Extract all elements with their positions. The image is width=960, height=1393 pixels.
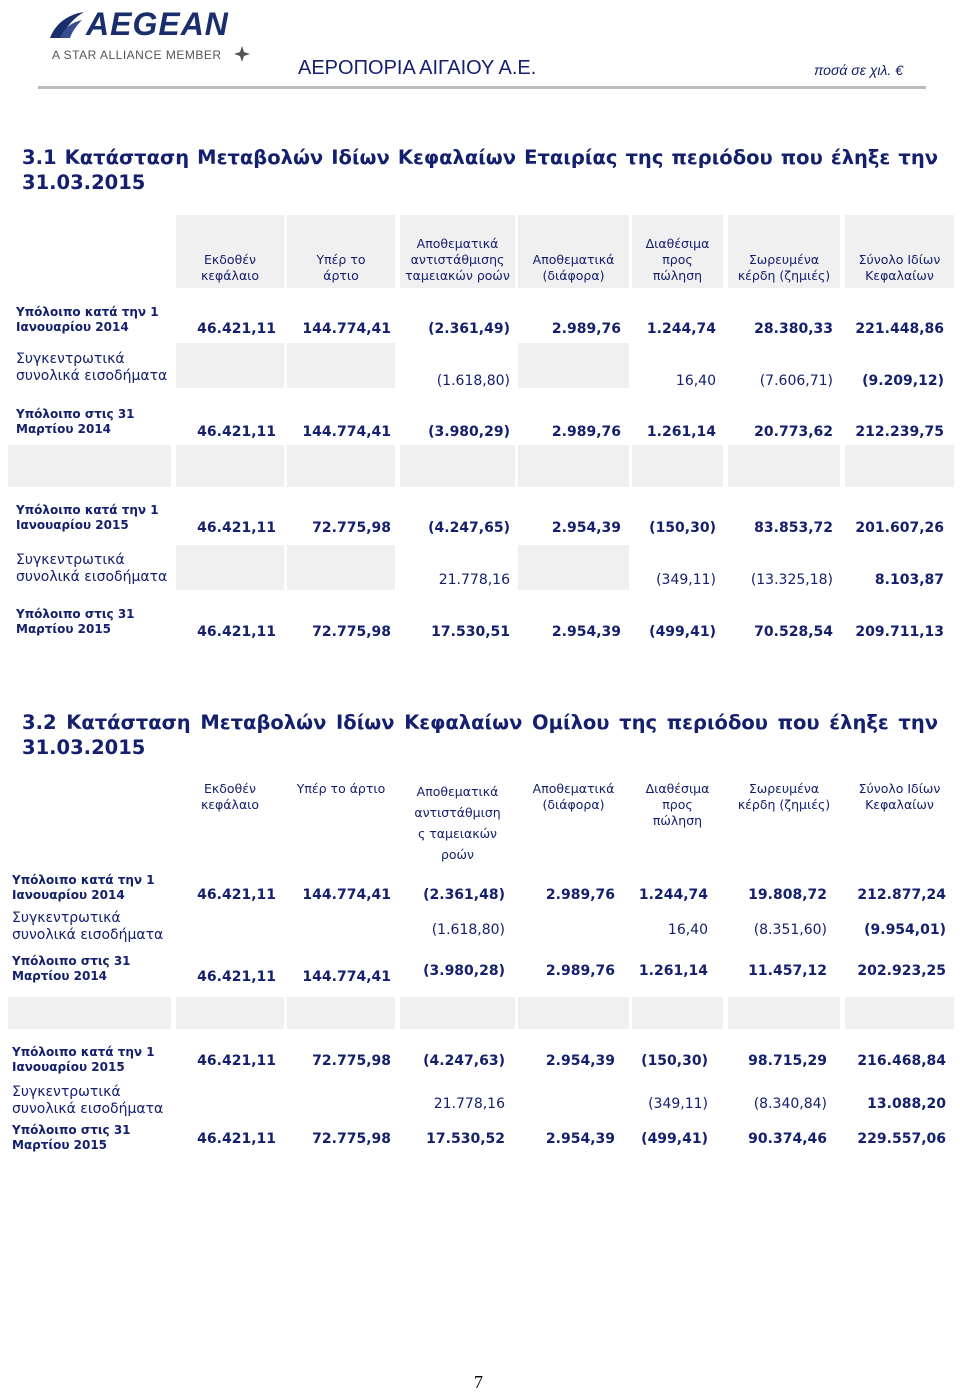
table-cell-value: 72.775,98 xyxy=(312,1053,391,1069)
row-label-line: Συγκεντρωτικά xyxy=(16,552,125,568)
table-cell-value: 70.528,54 xyxy=(754,624,833,640)
row-label-line: Συγκεντρωτικά xyxy=(12,910,121,926)
table-cell-value: 2.989,76 xyxy=(551,424,621,440)
table-cell-value: 21.778,16 xyxy=(438,572,510,588)
separator-band-cell xyxy=(287,997,395,1029)
table-cell-value: (4.247,63) xyxy=(423,1053,505,1069)
table-cell-value: 16,40 xyxy=(667,922,708,938)
table-cell-value: 46.421,11 xyxy=(197,321,276,337)
table-cell-value: 2.954,39 xyxy=(551,520,621,536)
row-label-line: Υπόλοιπο κατά την 1 xyxy=(12,873,155,887)
row-label-line: Υπόλοιπο στις 31 xyxy=(16,607,135,621)
table-cell-value: 1.244,74 xyxy=(638,887,708,903)
table-cell-value: 13.088,20 xyxy=(867,1096,946,1112)
table-cell-value: 201.607,26 xyxy=(855,520,944,536)
table-cell-value: (1.618,80) xyxy=(436,373,510,389)
table-cell-value: 72.775,98 xyxy=(312,1131,391,1147)
table-cell-value: 2.989,76 xyxy=(545,963,615,979)
column-header-line: Υπέρ το xyxy=(316,252,366,267)
row-label-line: Ιανουαρίου 2015 xyxy=(16,518,129,532)
table-cell-value: 209.711,13 xyxy=(855,624,944,640)
logo-tagline: A STAR ALLIANCE MEMBER xyxy=(52,48,222,62)
table-cell-value: (349,11) xyxy=(656,572,716,588)
column-header-line: Υπέρ το άρτιο xyxy=(296,781,386,796)
table-cell-value: 98.715,29 xyxy=(748,1053,827,1069)
table-cell-value: 46.421,11 xyxy=(197,1053,276,1069)
section-1-title-line2: 31.03.2015 xyxy=(22,171,146,194)
table-cell-value: 19.808,72 xyxy=(748,887,827,903)
table-cell-value: 72.775,98 xyxy=(312,520,391,536)
column-header-label xyxy=(287,781,395,797)
column-header-line: Αποθεματικά xyxy=(416,236,499,251)
table-cell-value: 221.448,86 xyxy=(855,321,944,337)
row-label-line: συνολικά εισοδήματα xyxy=(12,1101,164,1117)
row-label-line: Συγκεντρωτικά xyxy=(12,1084,121,1100)
column-header-line: ροών xyxy=(440,847,475,862)
column-header-line: Διαθέσιμα xyxy=(645,781,710,796)
column-header-line: αντιστάθμισης xyxy=(410,252,505,267)
column-header-line: (διάφορα) xyxy=(542,268,605,283)
column-header-line: Εκδοθέν xyxy=(204,252,256,267)
table-cell-value: (150,30) xyxy=(649,520,716,536)
table-cell-value: 2.954,39 xyxy=(545,1131,615,1147)
table-cell-value: 1.261,14 xyxy=(638,963,708,979)
row-label-line: Ιανουαρίου 2014 xyxy=(12,888,125,902)
table-cell-value: (13.325,18) xyxy=(750,572,833,588)
column-header-line: Αποθεματικά xyxy=(532,252,615,267)
table-cell-value: 20.773,62 xyxy=(754,424,833,440)
section-2-title-line2: 31.03.2015 xyxy=(22,736,146,759)
column-header-label xyxy=(845,781,954,813)
table-cell-value: 11.457,12 xyxy=(748,963,827,979)
row-label-line: συνολικά εισοδήματα xyxy=(16,368,168,384)
table-cell-value: (499,41) xyxy=(641,1131,708,1147)
row-label-line: Μαρτίου 2015 xyxy=(12,1138,108,1152)
table-cell-value: (2.361,49) xyxy=(428,321,510,337)
row-label-line: Ιανουαρίου 2014 xyxy=(16,320,129,334)
section-2-title-line1: 3.2 Κατάσταση Μεταβολών Ιδίων Κεφαλαίων Ομίλου της περιόδου που έληξε την xyxy=(22,711,938,734)
row-label-line: Υπόλοιπο κατά την 1 xyxy=(16,503,159,517)
table-cell-value: 72.775,98 xyxy=(312,624,391,640)
table-cell-value: 46.421,11 xyxy=(197,887,276,903)
column-header-line: Αποθεματικά xyxy=(416,784,499,799)
row-label-line: Μαρτίου 2015 xyxy=(16,622,112,636)
separator-band-cell xyxy=(400,997,515,1029)
column-header-line: αντιστάθμιση xyxy=(414,805,501,820)
column-header-label xyxy=(632,781,723,829)
row-label-line: Συγκεντρωτικά xyxy=(16,351,125,367)
table-cell-value: 46.421,11 xyxy=(197,520,276,536)
column-header-label xyxy=(518,781,629,813)
column-header-line: Σύνολο Ιδίων xyxy=(858,781,941,796)
table-cell-value: 16,40 xyxy=(675,373,716,389)
column-header-line: άρτιο xyxy=(323,268,359,283)
table-cell-value: (8.340,84) xyxy=(753,1096,827,1112)
table-cell-value: (150,30) xyxy=(641,1053,708,1069)
row-label xyxy=(12,1084,182,1118)
row-label-line: συνολικά εισοδήματα xyxy=(12,927,164,943)
table-cell-value: (2.361,48) xyxy=(423,887,505,903)
separator-band-cell xyxy=(176,997,284,1029)
table-cell-value: 90.374,46 xyxy=(748,1131,827,1147)
table-cell-value: (1.618,80) xyxy=(431,922,505,938)
table-cell-value: 8.103,87 xyxy=(874,572,944,588)
row-label-line: Ιανουαρίου 2015 xyxy=(12,1060,125,1074)
column-header-line: Εκδοθέν xyxy=(204,781,256,796)
column-header-line: Σωρευμένα xyxy=(748,781,820,796)
separator-band-cell xyxy=(728,997,840,1029)
table-cell-value: 17.530,51 xyxy=(431,624,510,640)
amounts-unit-note: ποσά σε χιλ. € xyxy=(814,62,903,78)
column-header-line: προς xyxy=(662,252,693,267)
table-cell-value: 46.421,11 xyxy=(197,1131,276,1147)
column-header-label xyxy=(400,781,515,865)
row-label-line: Μαρτίου 2014 xyxy=(16,422,112,436)
column-header-label xyxy=(728,781,840,813)
table-cell-value: (8.351,60) xyxy=(753,922,827,938)
table-cell-value: 144.774,41 xyxy=(302,969,391,985)
separator-band-label xyxy=(8,997,171,1029)
row-label xyxy=(12,910,182,944)
row-label-line: Υπόλοιπο κατά την 1 xyxy=(16,305,159,319)
table-cell-value: 202.923,25 xyxy=(857,963,946,979)
column-header-line: (διάφορα) xyxy=(542,797,605,812)
separator-band-cell xyxy=(518,997,629,1029)
table-cell-value: 212.877,24 xyxy=(857,887,946,903)
company-name: ΑΕΡΟΠΟΡΙΑ ΑΙΓΑΙΟΥ Α.Ε. xyxy=(298,57,537,79)
separator-band-cell xyxy=(845,997,954,1029)
table-cell-value: 46.421,11 xyxy=(197,969,276,985)
table-cell-value: 144.774,41 xyxy=(302,424,391,440)
table-cell-value: 2.989,76 xyxy=(551,321,621,337)
column-header-line: ταμειακών ροών xyxy=(405,268,510,283)
logo-text: AEGEAN xyxy=(86,6,229,42)
table-cell-value: 21.778,16 xyxy=(433,1096,505,1112)
column-header-label xyxy=(176,781,284,813)
row-label-line: Υπόλοιπο κατά την 1 xyxy=(12,1045,155,1059)
table-cell-value: (9.954,01) xyxy=(864,922,946,938)
table-cell-value: 17.530,52 xyxy=(426,1131,505,1147)
row-label-line: συνολικά εισοδήματα xyxy=(16,569,168,585)
table-cell-value: (3.980,28) xyxy=(423,963,505,979)
table-cell-value: 46.421,11 xyxy=(197,424,276,440)
table-cell-value: 212.239,75 xyxy=(855,424,944,440)
table-cell-value: 216.468,84 xyxy=(857,1053,946,1069)
row-label-line: Υπόλοιπο στις 31 xyxy=(16,407,135,421)
column-header-line: ς ταμειακών xyxy=(417,826,498,841)
column-header-line: πώληση xyxy=(652,813,703,828)
table-cell-value: 2.954,39 xyxy=(545,1053,615,1069)
table-cell-value: 1.244,74 xyxy=(646,321,716,337)
table-cell-value: (7.606,71) xyxy=(759,373,833,389)
table-cell-value: (9.209,12) xyxy=(862,373,944,389)
column-header-line: Διαθέσιμα xyxy=(645,236,710,251)
table-cell-value: 144.774,41 xyxy=(302,887,391,903)
row-label-line: Υπόλοιπο στις 31 xyxy=(12,1123,131,1137)
section-1-title-line1: 3.1 Κατάσταση Μεταβολών Ιδίων Κεφαλαίων Εταιρίας της περιόδου που έληξε την xyxy=(22,146,938,169)
column-header-line: κεφάλαιο xyxy=(200,797,260,812)
column-header-line: Κεφαλαίων xyxy=(865,268,934,283)
table-cell-value: (4.247,65) xyxy=(428,520,510,536)
column-header-line: Κεφαλαίων xyxy=(865,797,934,812)
separator-band-cell xyxy=(632,997,723,1029)
page-number: 7 xyxy=(474,1372,483,1392)
column-header-line: πώληση xyxy=(652,268,703,283)
table-cell-value: 46.421,11 xyxy=(197,624,276,640)
table-cell-value: 2.954,39 xyxy=(551,624,621,640)
table-cell-value: (349,11) xyxy=(648,1096,708,1112)
table-cell-value: 144.774,41 xyxy=(302,321,391,337)
table-cell-value: 1.261,14 xyxy=(646,424,716,440)
column-header-line: κέρδη (ζημιές) xyxy=(737,268,831,283)
column-header-line: Σωρευμένα xyxy=(748,252,820,267)
table-cell-value: 229.557,06 xyxy=(857,1131,946,1147)
column-header-line: προς xyxy=(662,797,693,812)
row-label-line: Μαρτίου 2014 xyxy=(12,969,108,983)
table-cell-value: 2.989,76 xyxy=(545,887,615,903)
table-cell-value: (3.980,29) xyxy=(428,424,510,440)
column-header-line: Σύνολο Ιδίων xyxy=(858,252,941,267)
row-label-line: Υπόλοιπο στις 31 xyxy=(12,954,131,968)
column-header-line: Αποθεματικά xyxy=(532,781,615,796)
table-cell-value: (499,41) xyxy=(649,624,716,640)
column-header-line: κεφάλαιο xyxy=(200,268,260,283)
table-cell-value: 28.380,33 xyxy=(754,321,833,337)
column-header-line: κέρδη (ζημιές) xyxy=(737,797,831,812)
table-cell-value: 83.853,72 xyxy=(754,520,833,536)
